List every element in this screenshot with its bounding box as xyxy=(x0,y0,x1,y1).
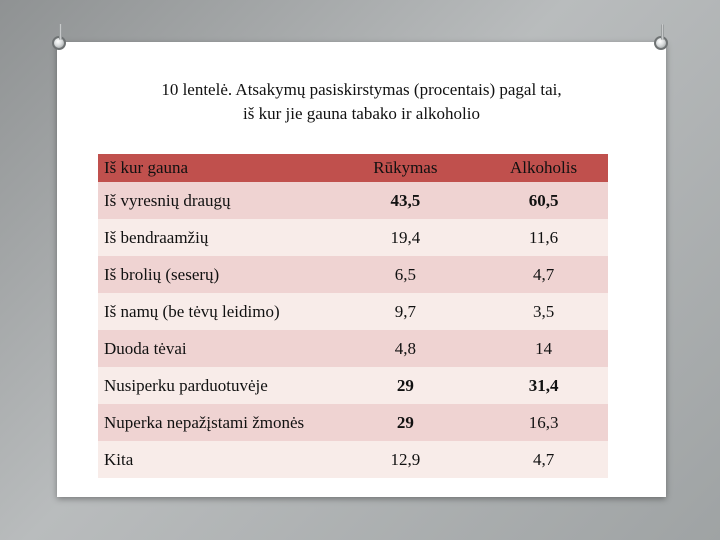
header-alcohol: Alkoholis xyxy=(479,154,608,182)
header-source: Iš kur gauna xyxy=(98,154,332,182)
row-alcohol-value: 31,4 xyxy=(479,367,608,404)
row-smoking-value: 6,5 xyxy=(332,256,480,293)
row-label: Iš vyresnių draugų xyxy=(98,182,332,219)
row-label: Nusiperku parduotuvėje xyxy=(98,367,332,404)
row-alcohol-value: 4,7 xyxy=(479,441,608,478)
table-row xyxy=(98,219,608,256)
row-label: Iš namų (be tėvų leidimo) xyxy=(98,293,332,330)
header-smoking: Rūkymas xyxy=(332,154,480,182)
row-smoking-value: 19,4 xyxy=(332,219,480,256)
row-label: Iš brolių (seserų) xyxy=(98,256,332,293)
row-smoking-value: 29 xyxy=(332,404,480,441)
row-label: Iš bendraamžių xyxy=(98,219,332,256)
table-row xyxy=(98,404,608,441)
row-smoking-value: 29 xyxy=(332,367,480,404)
row-smoking-value: 9,7 xyxy=(332,293,480,330)
table-header-row xyxy=(98,154,608,182)
caption-line-1: 10 lentelė. Atsakymų pasiskirstymas (procentais) pagal tai, xyxy=(161,80,562,99)
row-label: Duoda tėvai xyxy=(98,330,332,367)
table-row xyxy=(98,182,608,219)
row-alcohol-value: 11,6 xyxy=(479,219,608,256)
table-row xyxy=(98,441,608,478)
table-caption xyxy=(57,78,666,126)
row-alcohol-value: 14 xyxy=(479,330,608,367)
binder-ring-icon xyxy=(52,36,66,50)
table-row xyxy=(98,330,608,367)
table-row xyxy=(98,256,608,293)
row-label: Kita xyxy=(98,441,332,478)
binder-ring-icon xyxy=(654,36,668,50)
row-smoking-value: 4,8 xyxy=(332,330,480,367)
row-alcohol-value: 60,5 xyxy=(479,182,608,219)
row-alcohol-value: 16,3 xyxy=(479,404,608,441)
row-alcohol-value: 3,5 xyxy=(479,293,608,330)
row-alcohol-value: 4,7 xyxy=(479,256,608,293)
caption-line-2: iš kur jie gauna tabako ir alkoholio xyxy=(243,104,480,123)
row-smoking-value: 43,5 xyxy=(332,182,480,219)
table-row xyxy=(98,367,608,404)
table-row xyxy=(98,293,608,330)
row-smoking-value: 12,9 xyxy=(332,441,480,478)
row-label: Nuperka nepažįstami žmonės xyxy=(98,404,332,441)
data-table xyxy=(98,154,608,478)
